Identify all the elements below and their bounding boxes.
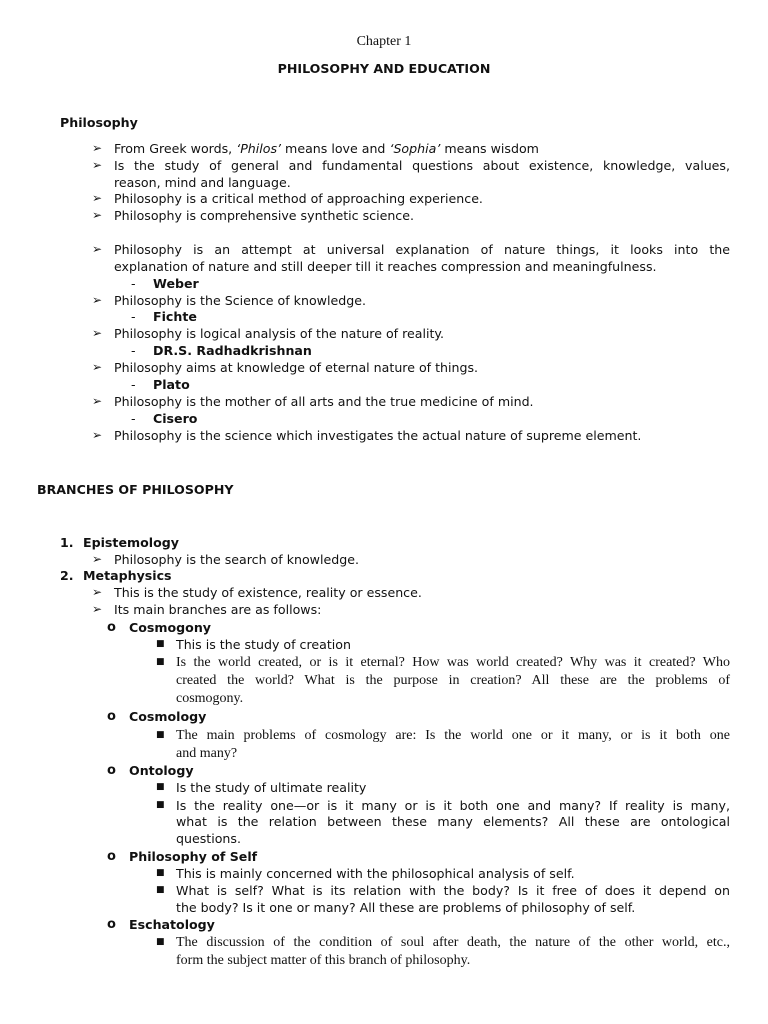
- subbranch-detail: Is the study of ultimate reality: [176, 780, 367, 795]
- greek-mid-text: means love and: [281, 141, 390, 156]
- section-heading-branches: BRANCHES OF PHILOSOPHY: [37, 482, 234, 497]
- greek-prefix-text: From Greek words,: [114, 141, 237, 156]
- attribution-dash: -: [131, 411, 136, 426]
- subbranch-detail: What is self? What is its relation with the body? Is it free of does it depend on: [176, 883, 730, 898]
- definition-line: Philosophy is logical analysis of the nature of reality.: [114, 326, 445, 341]
- subbranch-detail: The main problems of cosmology are: Is the world one or it many, or is it both one: [176, 728, 730, 743]
- branch-detail: Philosophy is the search of knowledge.: [114, 552, 359, 567]
- square-bullet-icon: ■: [156, 639, 165, 649]
- chevron-bullet-icon: ➢: [92, 242, 103, 256]
- page-title: PHILOSOPHY AND EDUCATION: [277, 61, 491, 76]
- attribution-author: Weber: [153, 276, 199, 291]
- subbranch-self: Philosophy of Self: [129, 849, 258, 864]
- subbranch-cosmogony: Cosmogony: [129, 620, 212, 635]
- definition-line: Is the study of general and fundamental questions about existence, knowledge, values,: [114, 158, 730, 173]
- square-bullet-icon: ■: [156, 800, 165, 810]
- subbranch-detail: questions.: [176, 831, 241, 846]
- subbranch-detail: Is the reality one—or is it many or is it both one and many? If reality is many,: [176, 798, 730, 813]
- definition-line: Philosophy is the science which investigates the actual nature of supreme element.: [114, 428, 642, 443]
- list-number: 2.: [60, 568, 74, 583]
- section-heading-philosophy: Philosophy: [60, 115, 138, 130]
- chevron-bullet-icon: ➢: [92, 158, 103, 172]
- square-bullet-icon: ■: [156, 937, 165, 947]
- attribution-dash: -: [131, 276, 136, 291]
- square-bullet-icon: ■: [156, 657, 165, 667]
- subbranch-detail: created the world? What is the purpose in creation? All these are the problems of: [176, 673, 730, 688]
- subbranch-detail: and many?: [176, 746, 238, 761]
- chevron-bullet-icon: ➢: [92, 293, 103, 307]
- chevron-bullet-icon: ➢: [92, 602, 103, 616]
- greek-sophia-term: ‘Sophia’: [389, 141, 441, 156]
- attribution-author: DR.S. Radhadkrishnan: [153, 343, 312, 358]
- square-bullet-icon: ■: [156, 885, 165, 895]
- definition-line: Philosophy is the mother of all arts and the true medicine of mind.: [114, 394, 534, 409]
- branch-metaphysics: Metaphysics: [83, 568, 172, 583]
- square-bullet-icon: ■: [156, 730, 165, 740]
- subbranch-cosmology: Cosmology: [129, 709, 207, 724]
- definition-line: Philosophy is the Science of knowledge.: [114, 293, 366, 308]
- chevron-bullet-icon: ➢: [92, 326, 103, 340]
- subbranch-detail: what is the relation between these many elements? All these are ontological: [176, 814, 730, 829]
- subbranch-ontology: Ontology: [129, 763, 194, 778]
- attribution-author: Fichte: [153, 309, 197, 324]
- subbranch-detail: cosmogony.: [176, 691, 244, 706]
- circle-bullet-icon: o: [107, 917, 116, 932]
- attribution-dash: -: [131, 343, 136, 358]
- chevron-bullet-icon: ➢: [92, 552, 103, 566]
- attribution-author: Plato: [153, 377, 190, 392]
- branch-epistemology: Epistemology: [83, 535, 179, 550]
- chevron-bullet-icon: ➢: [92, 360, 103, 374]
- chevron-bullet-icon: ➢: [92, 585, 103, 599]
- circle-bullet-icon: o: [107, 709, 116, 724]
- definition-line: explanation of nature and still deeper till it reaches compression and meaningfulness.: [114, 259, 657, 274]
- subbranch-detail: This is the study of creation: [176, 637, 351, 652]
- definition-line: Philosophy is an attempt at universal explanation of nature things, it looks into the: [114, 242, 730, 257]
- chevron-bullet-icon: ➢: [92, 428, 103, 442]
- subbranch-eschatology: Eschatology: [129, 917, 215, 932]
- attribution-author: Cisero: [153, 411, 198, 426]
- circle-bullet-icon: o: [107, 763, 116, 778]
- chapter-label: Chapter 1: [356, 34, 412, 49]
- attribution-dash: -: [131, 377, 136, 392]
- subbranch-detail: This is mainly concerned with the philosophical analysis of self.: [176, 866, 575, 881]
- definition-line: Philosophy is comprehensive synthetic science.: [114, 208, 414, 223]
- branch-detail: Its main branches are as follows:: [114, 602, 322, 617]
- definition-greek-origin: [114, 140, 539, 157]
- circle-bullet-icon: o: [107, 620, 116, 635]
- subbranch-detail: The discussion of the condition of soul after death, the nature of the other world, etc.,: [176, 935, 730, 950]
- list-number: 1.: [60, 535, 74, 550]
- branch-detail: This is the study of existence, reality or essence.: [114, 585, 422, 600]
- chevron-bullet-icon: ➢: [92, 191, 103, 205]
- chevron-bullet-icon: ➢: [92, 394, 103, 408]
- greek-philos-term: ‘Philos’: [236, 141, 282, 156]
- definition-line: reason, mind and language.: [114, 175, 291, 190]
- subbranch-detail: the body? Is it one or many? All these are problems of philosophy of self.: [176, 900, 636, 915]
- circle-bullet-icon: o: [107, 849, 116, 864]
- chevron-bullet-icon: ➢: [92, 208, 103, 222]
- attribution-dash: -: [131, 309, 136, 324]
- subbranch-detail: Is the world created, or is it eternal? How was world created? Why was it created? Who: [176, 655, 730, 670]
- chevron-bullet-icon: ➢: [92, 141, 103, 155]
- definition-line: Philosophy is a critical method of approaching experience.: [114, 191, 483, 206]
- square-bullet-icon: ■: [156, 868, 165, 878]
- greek-suffix-text: means wisdom: [440, 141, 539, 156]
- subbranch-detail: form the subject matter of this branch of philosophy.: [176, 953, 471, 968]
- definition-line: Philosophy aims at knowledge of eternal nature of things.: [114, 360, 479, 375]
- square-bullet-icon: ■: [156, 782, 165, 792]
